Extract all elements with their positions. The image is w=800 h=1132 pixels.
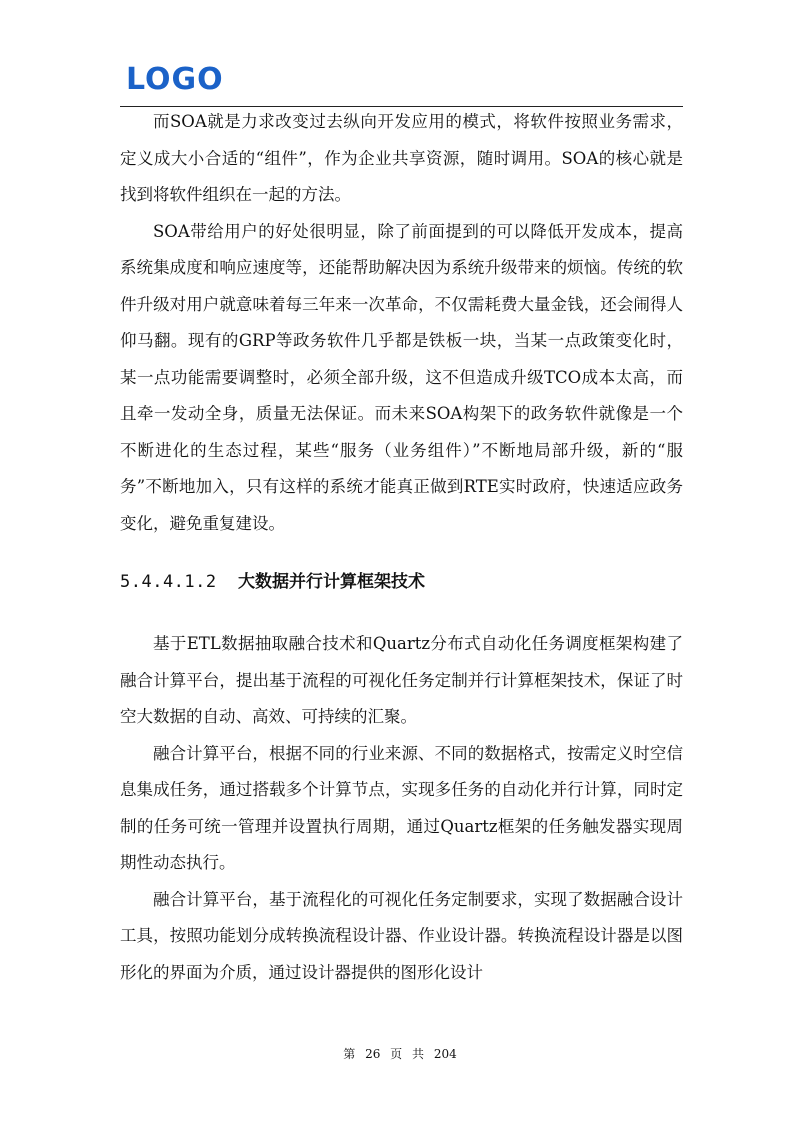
page-label: 第 [343, 1047, 356, 1061]
page-footer [0, 1046, 800, 1062]
paragraph: 而SOA就是力求改变过去纵向开发应用的模式，将软件按照业务需求，定义成大小合适的“组件”，作为企业共享资源，随时调用。SOA的核心就是找到将软件组织在一起的方法。 [120, 112, 683, 204]
paragraph: 基于ETL数据抽取融合技术和Quartz分布式自动化任务调度框架构建了融合计算平台，提出基于流程的可视化任务定制并行计算框架技术，保证了时空大数据的自动、高效、可持续的汇聚。 [120, 634, 683, 726]
section-number: 5.4.4.1.2 [120, 572, 217, 592]
page-header [120, 60, 683, 108]
total-pages: 204 [433, 1047, 457, 1061]
section-heading [120, 564, 683, 600]
paragraph: 融合计算平台，基于流程化的可视化任务定制要求，实现了数据融合设计工具，按照功能划分成转换流程设计器、作业设计器。转换流程设计器是以图形化的界面为介质，通过设计器提供的图形化设计 [120, 889, 683, 982]
page-unit: 页 [390, 1047, 403, 1061]
total-label: 共 [412, 1047, 425, 1061]
document-body [120, 104, 683, 991]
logo: LOGO [126, 62, 224, 97]
page-number: 26 [365, 1047, 381, 1061]
section-title: 大数据并行计算框架技术 [238, 572, 425, 592]
paragraph: SOA带给用户的好处很明显，除了前面提到的可以降低开发成本，提高系统集成度和响应速度等，还能帮助解决因为系统升级带来的烦恼。传统的软件升级对用户就意味着每三年来一次革命，不仅需耗费大量金钱，还会闹得人仰马翻。现有的GRP等政务软件几乎都是铁板一块，当某一点政策变化时，某一点功能需要调整时，必须全部升级，这不但造成升级TCO成本太高，而且牵一发动全身，质量无法保证。而未来SOA构架下的政务软件就像是一个不断进化的生态过程，某些“服务（业务组件）”不断地局部升级，新的“服务”不断地加入，只有这样的系统才能真正做到RTE实时政府，快速适应政务变化，避免重复建设。 [120, 221, 683, 533]
paragraph: 融合计算平台，根据不同的行业来源、不同的数据格式，按需定义时空信息集成任务，通过搭载多个计算节点，实现多任务的自动化并行计算，同时定制的任务可统一管理并设置执行周期，通过Quartz框架的任务触发器实现周期性动态执行。 [120, 743, 683, 872]
